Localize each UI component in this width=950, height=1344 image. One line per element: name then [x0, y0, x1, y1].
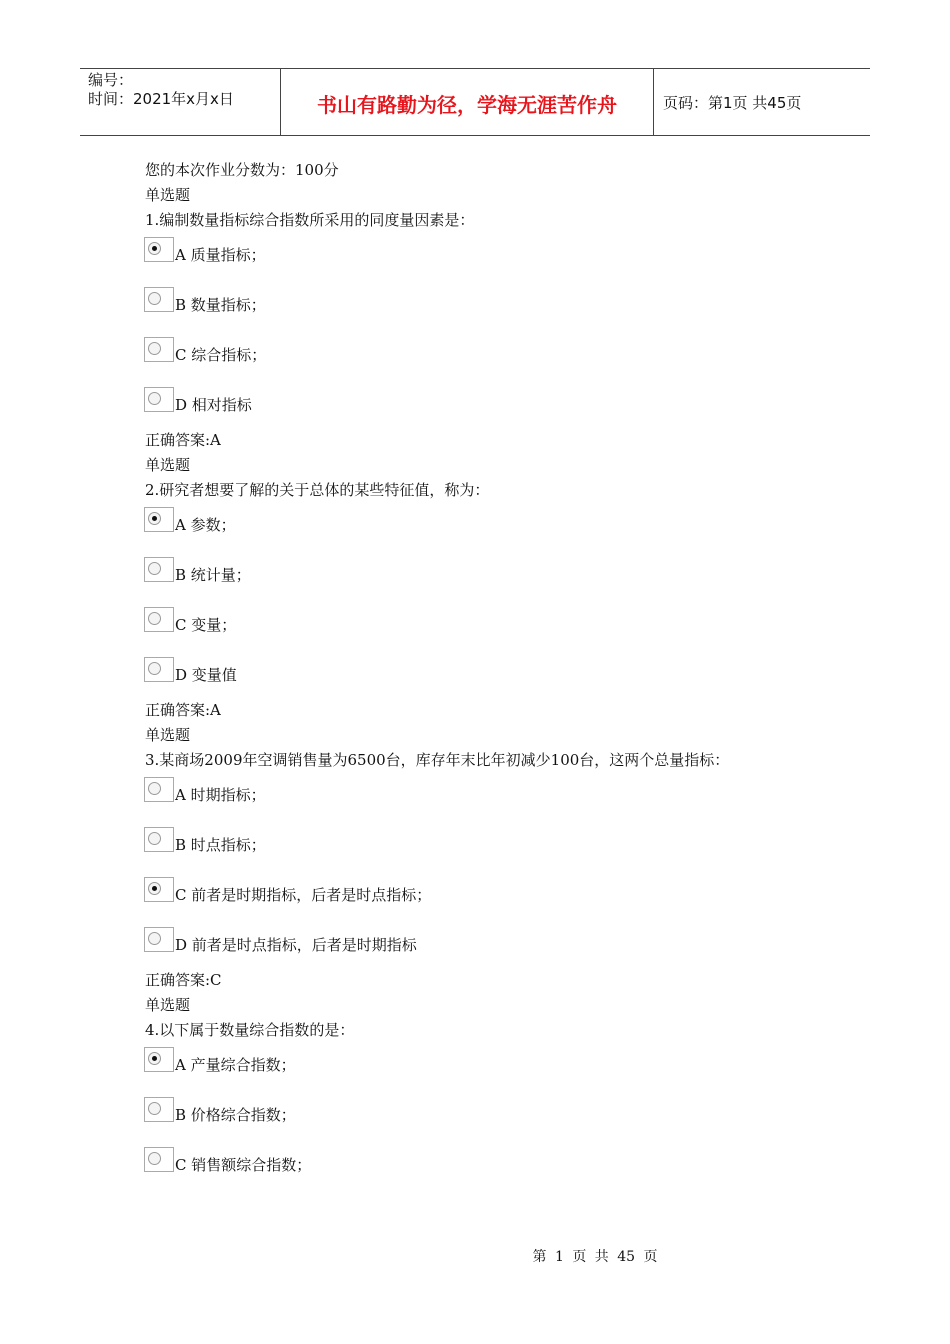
radio-unchecked-icon[interactable] [148, 292, 161, 305]
radio-unchecked-icon[interactable] [148, 392, 161, 405]
radio-checked-icon[interactable] [148, 882, 161, 895]
question-type: 单选题 [145, 186, 191, 204]
radio-unchecked-icon[interactable] [148, 832, 161, 845]
quiz-content [145, 158, 845, 1193]
question-block [145, 183, 845, 453]
date-label: 时间：2021年x月x日 [88, 90, 234, 108]
footer-page-suffix: 页 [572, 1249, 587, 1265]
question-block [145, 993, 845, 1193]
radio-frame[interactable] [144, 287, 174, 312]
question-block [145, 723, 845, 993]
question-text: 1.编制数量指标综合指数所采用的同度量因素是： [145, 211, 475, 229]
radio-frame[interactable] [144, 1147, 174, 1172]
option-label: D 前者是时点指标，后者是时期指标 [175, 936, 417, 954]
correct-answer: 正确答案:A [145, 701, 221, 719]
option-label: C 销售额综合指数； [175, 1156, 312, 1174]
answer-option[interactable] [145, 283, 845, 333]
answer-option[interactable] [145, 553, 845, 603]
answer-option[interactable] [145, 923, 845, 973]
question-type: 单选题 [145, 996, 191, 1014]
question-type: 单选题 [145, 726, 191, 744]
footer-page-number: 1 [554, 1249, 564, 1265]
header-meta [80, 69, 281, 135]
answer-option[interactable] [145, 233, 845, 283]
header-page-info: 页码：第1页 共45页 [663, 93, 802, 112]
option-label: A 产量综合指数； [175, 1056, 296, 1074]
radio-unchecked-icon[interactable] [148, 932, 161, 945]
correct-answer: 正确答案:C [145, 971, 222, 989]
answer-option[interactable] [145, 653, 845, 703]
footer-total-pages: 45 [617, 1249, 636, 1265]
question-type: 单选题 [145, 456, 191, 474]
option-label: C 前者是时期指标，后者是时点指标； [175, 886, 432, 904]
footer-page-prefix: 第 [532, 1249, 547, 1265]
footer-total-suffix: 页 [643, 1249, 658, 1265]
option-label: B 时点指标； [175, 836, 266, 854]
radio-frame[interactable] [144, 827, 174, 852]
radio-unchecked-icon[interactable] [148, 662, 161, 675]
option-label: C 变量； [175, 616, 237, 634]
page-header [80, 68, 870, 136]
radio-unchecked-icon[interactable] [148, 1102, 161, 1115]
radio-checked-icon[interactable] [148, 512, 161, 525]
answer-option[interactable] [145, 1143, 845, 1193]
answer-option[interactable] [145, 1093, 845, 1143]
correct-answer: 正确答案:A [145, 431, 221, 449]
question-text: 4.以下属于数量综合指数的是： [145, 1021, 355, 1039]
radio-frame[interactable] [144, 387, 174, 412]
option-label: A 时期指标； [175, 786, 266, 804]
radio-unchecked-icon[interactable] [148, 1152, 161, 1165]
page-footer [0, 1246, 950, 1266]
question-block [145, 453, 845, 723]
option-label: A 参数； [175, 516, 236, 534]
radio-frame[interactable] [144, 1047, 174, 1072]
answer-option[interactable] [145, 773, 845, 823]
option-label: B 统计量； [175, 566, 251, 584]
option-label: D 相对指标 [175, 396, 252, 414]
option-label: C 综合指标； [175, 346, 267, 364]
footer-total-prefix: 共 [594, 1249, 609, 1265]
option-label: B 数量指标； [175, 296, 266, 314]
radio-checked-icon[interactable] [148, 1052, 161, 1065]
answer-option[interactable] [145, 383, 845, 433]
option-label: A 质量指标； [175, 246, 266, 264]
radio-frame[interactable] [144, 337, 174, 362]
number-label: 编号： [88, 71, 134, 89]
radio-unchecked-icon[interactable] [148, 562, 161, 575]
question-list [145, 183, 845, 1193]
radio-checked-icon[interactable] [148, 242, 161, 255]
radio-unchecked-icon[interactable] [148, 612, 161, 625]
radio-frame[interactable] [144, 777, 174, 802]
question-text: 2.研究者想要了解的关于总体的某些特征值，称为： [145, 481, 490, 499]
radio-frame[interactable] [144, 877, 174, 902]
radio-frame[interactable] [144, 237, 174, 262]
option-label: D 变量值 [175, 666, 237, 684]
answer-option[interactable] [145, 603, 845, 653]
radio-frame[interactable] [144, 557, 174, 582]
header-motto: 书山有路勤为径，学海无涯苦作舟 [281, 69, 654, 135]
answer-option[interactable] [145, 333, 845, 383]
answer-option[interactable] [145, 503, 845, 553]
question-text: 3.某商场2009年空调销售量为6500台，库存年末比年初减少100台，这两个总量指标： [145, 751, 730, 769]
answer-option[interactable] [145, 1043, 845, 1093]
answer-option[interactable] [145, 873, 845, 923]
radio-unchecked-icon[interactable] [148, 782, 161, 795]
score-line: 您的本次作业分数为：100分 [145, 161, 339, 179]
radio-frame[interactable] [144, 1097, 174, 1122]
radio-frame[interactable] [144, 607, 174, 632]
option-label: B 价格综合指数； [175, 1106, 296, 1124]
radio-frame[interactable] [144, 507, 174, 532]
answer-option[interactable] [145, 823, 845, 873]
radio-unchecked-icon[interactable] [148, 342, 161, 355]
radio-frame[interactable] [144, 657, 174, 682]
radio-frame[interactable] [144, 927, 174, 952]
